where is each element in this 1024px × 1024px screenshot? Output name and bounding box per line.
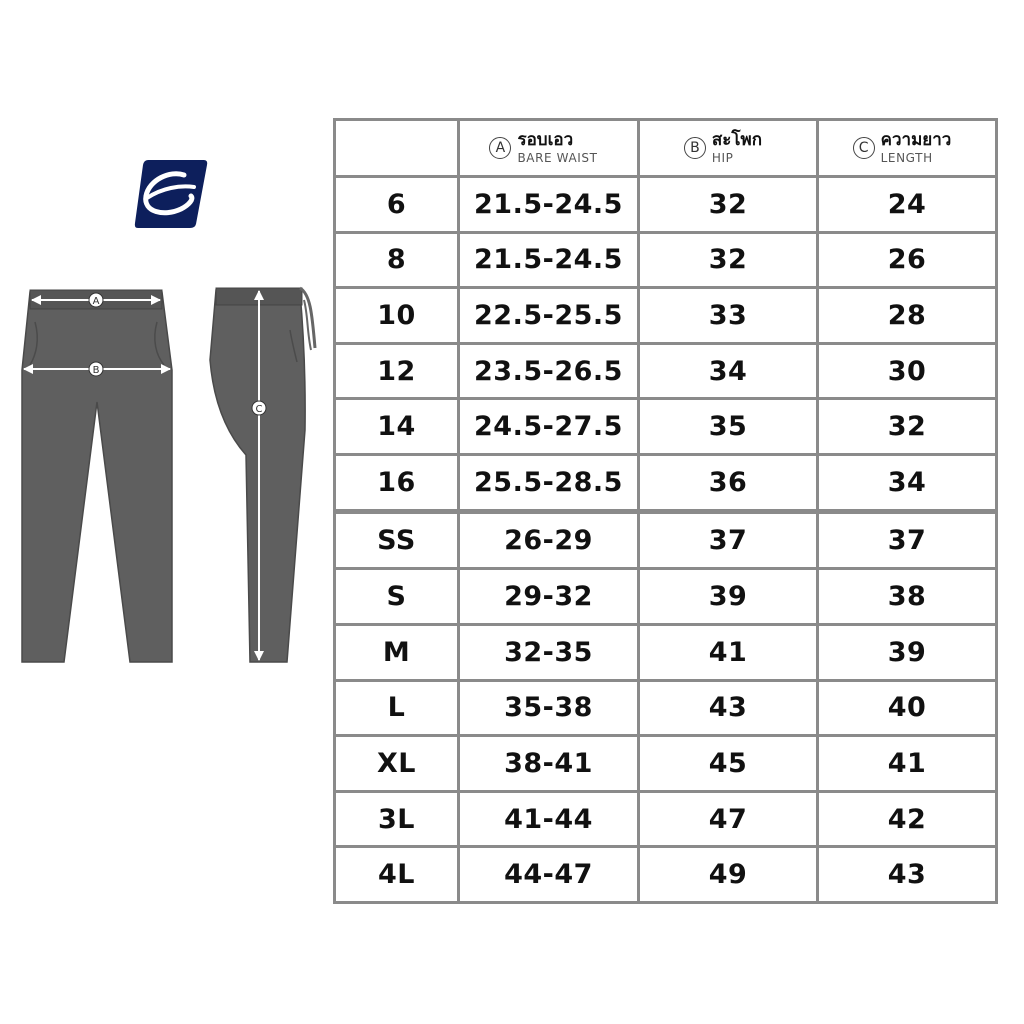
length-cell: 40 bbox=[818, 680, 997, 736]
size-cell: 12 bbox=[335, 343, 459, 399]
hip-cell: 32 bbox=[639, 177, 818, 233]
hip-cell: 37 bbox=[639, 512, 818, 569]
waist-cell: 25.5-28.5 bbox=[459, 454, 639, 511]
hip-cell: 43 bbox=[639, 680, 818, 736]
waist-cell: 24.5-27.5 bbox=[459, 399, 639, 455]
header-cell-length bbox=[818, 120, 997, 177]
length-cell: 28 bbox=[818, 288, 997, 344]
header-thai-label: สะโพก bbox=[711, 129, 763, 150]
measure-badge-a: A bbox=[489, 137, 511, 159]
table-row bbox=[335, 791, 997, 847]
table-row bbox=[335, 177, 997, 233]
length-cell: 34 bbox=[818, 454, 997, 511]
length-cell: 30 bbox=[818, 343, 997, 399]
table-row bbox=[335, 399, 997, 455]
waist-cell: 38-41 bbox=[459, 736, 639, 792]
size-cell: 8 bbox=[335, 232, 459, 288]
length-cell: 39 bbox=[818, 625, 997, 681]
header-cell-hip bbox=[639, 120, 818, 177]
length-cell: 24 bbox=[818, 177, 997, 233]
table-row bbox=[335, 625, 997, 681]
table-row bbox=[335, 288, 997, 344]
hip-cell: 49 bbox=[639, 847, 818, 903]
waist-cell: 21.5-24.5 bbox=[459, 177, 639, 233]
header-thai-label: รอบเอว bbox=[517, 129, 574, 150]
table-row bbox=[335, 680, 997, 736]
size-cell: 4L bbox=[335, 847, 459, 903]
pants-measurement-diagram bbox=[0, 270, 330, 680]
waist-cell: 35-38 bbox=[459, 680, 639, 736]
hip-cell: 41 bbox=[639, 625, 818, 681]
waist-cell: 26-29 bbox=[459, 512, 639, 569]
table-row bbox=[335, 512, 997, 569]
length-cell: 43 bbox=[818, 847, 997, 903]
waist-cell: 44-47 bbox=[459, 847, 639, 903]
svg-text:A: A bbox=[92, 296, 100, 307]
hip-cell: 47 bbox=[639, 791, 818, 847]
table-row bbox=[335, 736, 997, 792]
measure-label-b bbox=[89, 362, 103, 376]
header-english-label: LENGTH bbox=[880, 150, 933, 165]
waist-cell: 21.5-24.5 bbox=[459, 232, 639, 288]
hip-cell: 32 bbox=[639, 232, 818, 288]
length-cell: 37 bbox=[818, 512, 997, 569]
pants-front-view bbox=[22, 290, 172, 662]
pants-side-view bbox=[210, 288, 315, 662]
length-cell: 41 bbox=[818, 736, 997, 792]
header-thai-label: ความยาว bbox=[880, 129, 952, 150]
header-cell-waist bbox=[459, 120, 639, 177]
waist-cell: 41-44 bbox=[459, 791, 639, 847]
size-cell: SS bbox=[335, 512, 459, 569]
hip-cell: 34 bbox=[639, 343, 818, 399]
table-row bbox=[335, 232, 997, 288]
length-cell: 38 bbox=[818, 569, 997, 625]
size-cell: M bbox=[335, 625, 459, 681]
table-row bbox=[335, 454, 997, 511]
size-cell: S bbox=[335, 569, 459, 625]
measure-badge-b: B bbox=[684, 137, 706, 159]
size-cell: 10 bbox=[335, 288, 459, 344]
measure-label-c bbox=[252, 401, 266, 415]
length-cell: 32 bbox=[818, 399, 997, 455]
size-cell: 14 bbox=[335, 399, 459, 455]
length-cell: 26 bbox=[818, 232, 997, 288]
size-cell: 6 bbox=[335, 177, 459, 233]
measure-label-a bbox=[89, 293, 103, 307]
size-cell: 3L bbox=[335, 791, 459, 847]
table-row bbox=[335, 847, 997, 903]
size-cell: L bbox=[335, 680, 459, 736]
waist-cell: 23.5-26.5 bbox=[459, 343, 639, 399]
size-cell: 16 bbox=[335, 454, 459, 511]
table-row bbox=[335, 569, 997, 625]
hip-cell: 33 bbox=[639, 288, 818, 344]
header-english-label: BARE WAIST bbox=[517, 150, 598, 165]
svg-text:B: B bbox=[92, 365, 100, 376]
hip-cell: 35 bbox=[639, 399, 818, 455]
header-cell-size bbox=[335, 120, 459, 177]
header-english-label: HIP bbox=[711, 150, 734, 165]
measure-badge-c: C bbox=[853, 137, 875, 159]
size-cell: XL bbox=[335, 736, 459, 792]
length-cell: 42 bbox=[818, 791, 997, 847]
hip-cell: 45 bbox=[639, 736, 818, 792]
waist-cell: 32-35 bbox=[459, 625, 639, 681]
hip-cell: 39 bbox=[639, 569, 818, 625]
svg-text:C: C bbox=[255, 404, 263, 415]
size-chart-table bbox=[333, 118, 998, 904]
table-row bbox=[335, 343, 997, 399]
hip-cell: 36 bbox=[639, 454, 818, 511]
waist-cell: 29-32 bbox=[459, 569, 639, 625]
waist-cell: 22.5-25.5 bbox=[459, 288, 639, 344]
table-header-row bbox=[335, 120, 997, 177]
brand-logo-icon bbox=[134, 158, 208, 230]
